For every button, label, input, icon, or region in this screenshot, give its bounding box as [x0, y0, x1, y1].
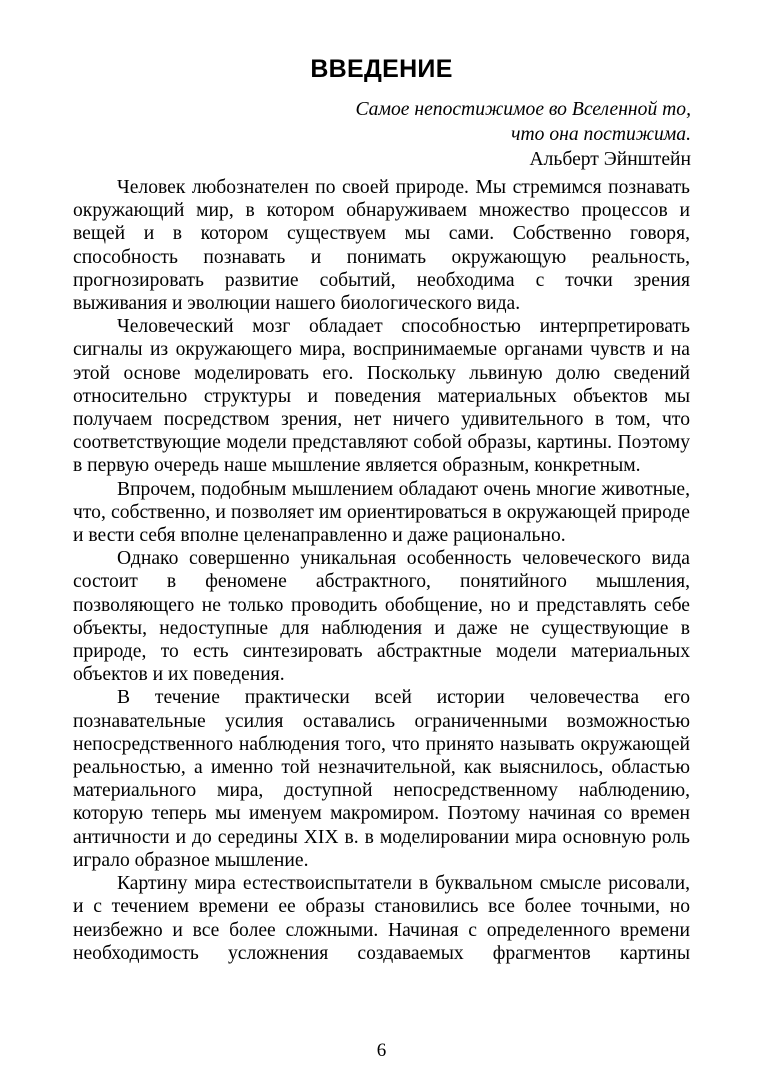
epigraph-line-1: Самое непостижимое во Вселенной то, — [355, 99, 691, 120]
page-number: 6 — [376, 1040, 387, 1061]
paragraph-3: Впрочем, подобным мышлением обладают очень многие животные, что, собственно, и позволяет им ориентироваться в окружающей природе и вести себя вполне целенаправленно и даже рационально. — [73, 478, 690, 547]
paragraph-1: Человек любознателен по своей природе. Мы стремимся познавать окружающий мир, в котором обнаруживаем множество процессов и вещей и в котором существуем мы сами. Собственно говоря, способность познавать и понимать окружающую реальность, прогнозировать развитие событий, необходима с точки зрения выживания и эволюции нашего биологического вида. — [73, 177, 690, 315]
page-title: ВВЕДЕНИЕ — [310, 55, 453, 83]
paragraph-5: В течение практически всей истории человечества его познавательные усилия оставались ограниченными возможностью непосредственного наблюдения того, что принято называть окружающей реальностью, а именно той незначительной, как выяснилось, областью материального мира, доступной непосредственному наблюдению, которую теперь мы именуем макромиром. Поэтому начиная со времен античности и до середины XIX в. в моделировании мира основную роль играло образное мышление. — [73, 687, 690, 871]
paragraph-2: Человеческий мозг обладает способностью интерпретировать сигналы из окружающего мира, воспринимаемые органами чувств и на этой основе моделировать его. Поскольку львиную долю сведений относительно структуры и поведения материальных объектов мы получаем посредством зрения, нет ничего удивительного в том, что соответствующие модели представляют собой образы, картины. Поэтому в первую очередь наше мышление является образным, конкретным. — [73, 316, 690, 477]
epigraph — [355, 97, 691, 172]
epigraph-line-2: что она постижима. — [511, 124, 691, 145]
epigraph-author: Альберт Эйнштейн — [529, 149, 691, 170]
body-text — [73, 176, 690, 965]
paragraph-6: Картину мира естествоиспытатели в буквальном смысле рисовали, и с течением времени ее образы становились все более точными, но неизбежно и все более сложными. Начиная с определенного времени необходимость усложнения создаваемых фрагментов картины — [73, 873, 690, 964]
paragraph-4: Однако совершенно уникальная особенность человеческого вида состоит в феномене абстрактного, понятийного мышления, позволяющего не только проводить обобщение, но и представлять себе объекты, недоступные для наблюдения и даже не существующие в природе, то есть синтезировать абстрактные модели материальных объектов и их поведения. — [73, 548, 690, 686]
